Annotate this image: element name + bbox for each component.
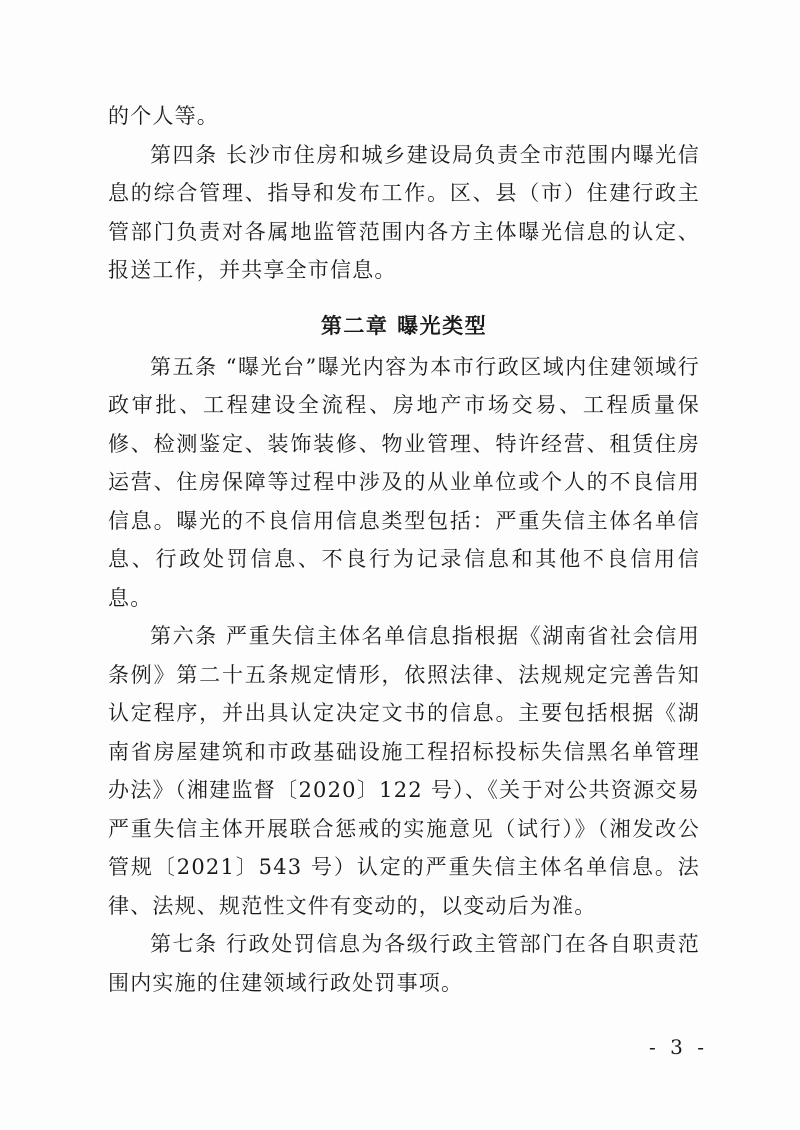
paragraph-article-6: 第六条 严重失信主体名单信息指根据《湖南省社会信用条例》第二十五条规定情形，依照法律、法规规定完善告知认定程序，并出具认定决定文书的信息。主要包括根据《湖南省房屋建筑和市政基础设施工程招标投标失信黑名单管理办法》（湘建监督〔2020〕122 号）、《关于对公共资源交易严重失信主体开展联合惩戒的实施意见（试行）》（湘发改公管规〔2021〕543 号）认定的严重失信主体名单信息。法律、法规、规范性文件有变动的，以变动后为准。 <box>108 624 700 918</box>
document-body <box>108 97 700 1002</box>
chapter-title: 第二章 曝光类型 <box>320 313 488 338</box>
paragraph-continuation: 的个人等。 <box>108 104 219 128</box>
paragraph-article-4: 第四条 长沙市住房和城乡建设局负责全市范围内曝光信息的综合管理、指导和发布工作。区、县（市）住建行政主管部门负责对各属地监管范围内各方主体曝光信息的认定、报送工作，并共享全市信息。 <box>108 142 700 282</box>
paragraph-article-5: 第五条 “曝光台”曝光内容为本市行政区域内住建领域行政审批、工程建设全流程、房地产市场交易、工程质量保修、检测鉴定、装饰装修、物业管理、特许经营、租赁住房运营、住房保障等过程中涉及的从业单位或个人的不良信用信息。曝光的不良信用信息类型包括：严重失信主体名单信息、行政处罚信息、不良行为记录信息和其他不良信用信息。 <box>108 354 700 610</box>
paragraph-article-7: 第七条 行政处罚信息为各级行政主管部门在各自职责范围内实施的住建领域行政处罚事项。 <box>108 932 700 995</box>
page-number: - 3 - <box>649 1035 708 1059</box>
